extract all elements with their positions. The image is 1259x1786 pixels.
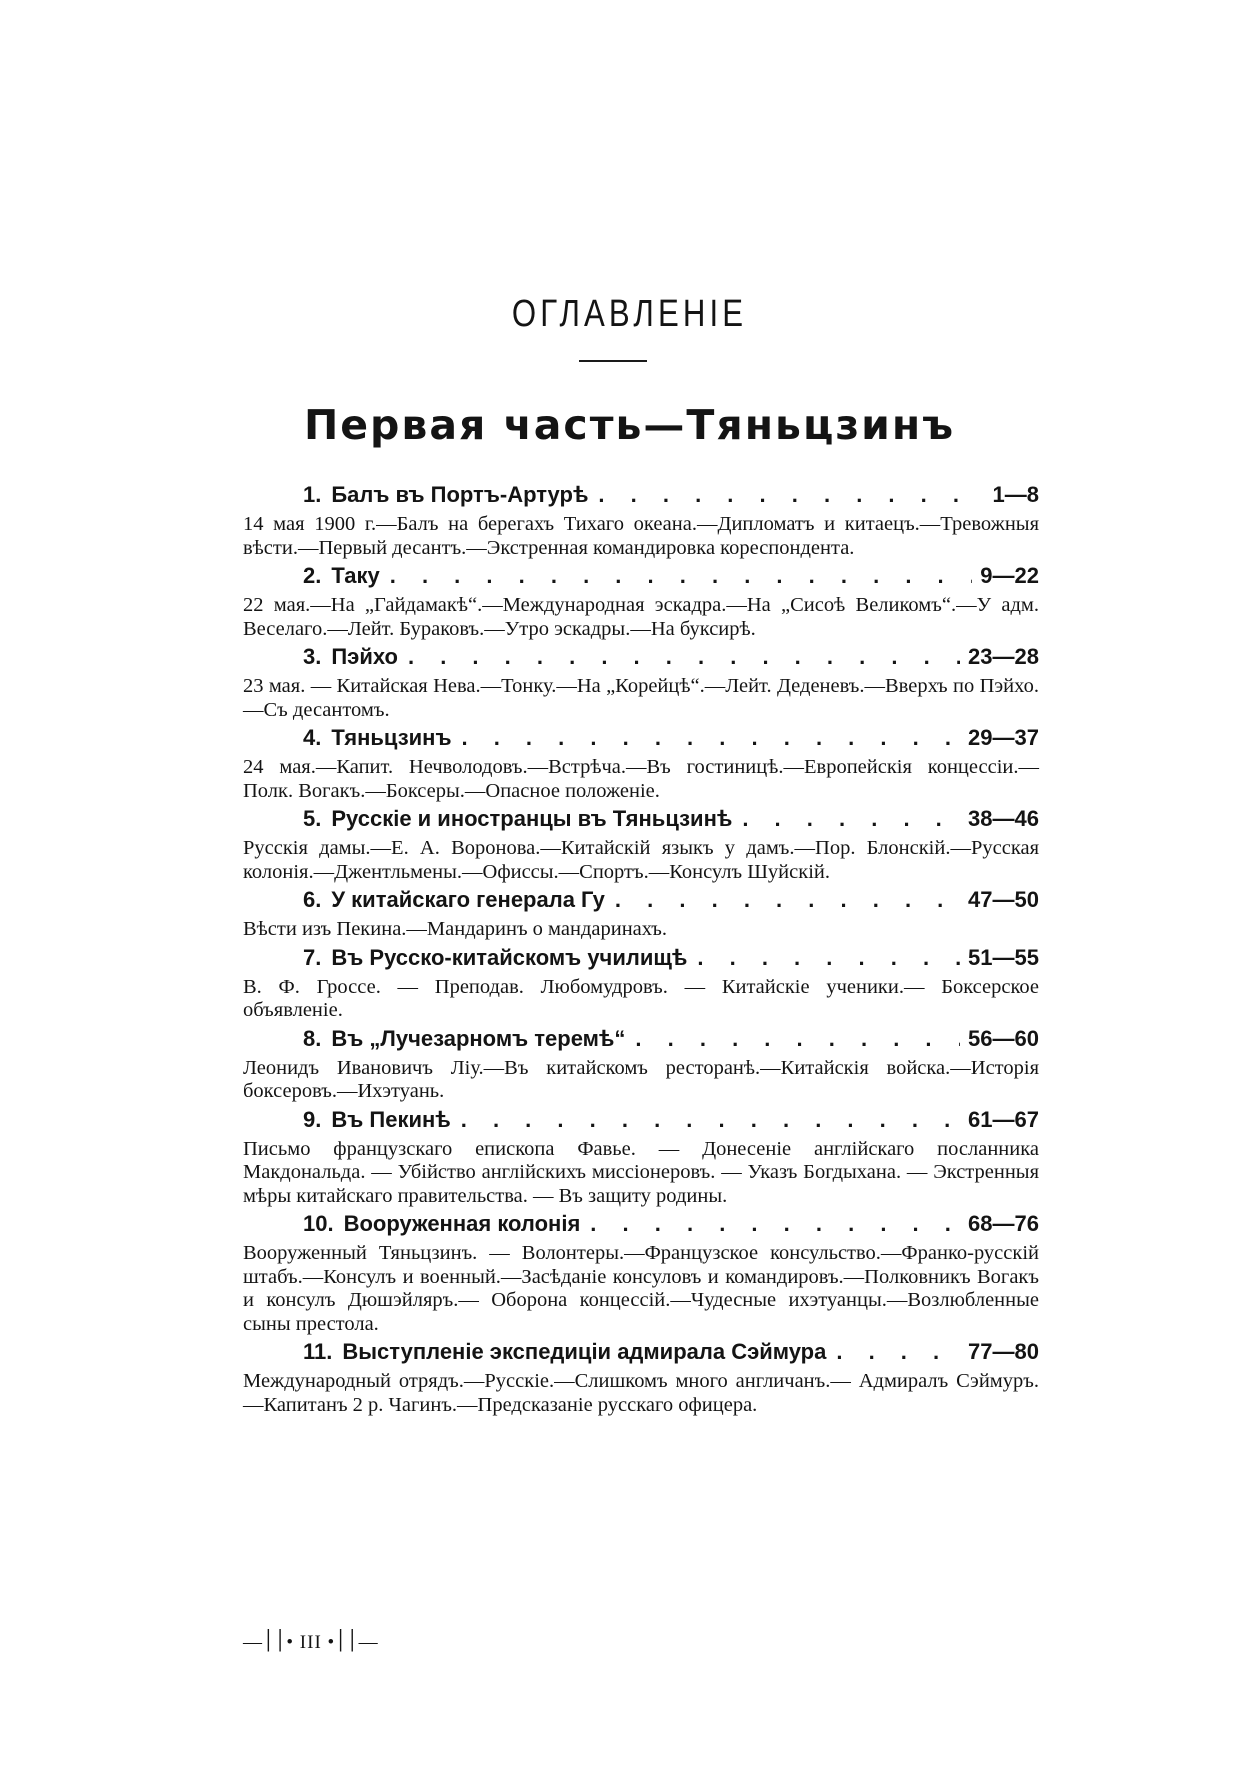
- dot-leader: [408, 644, 960, 670]
- chapter-summary: 22 мая.—На „Гайдамакѣ“.—Международная эскадра.—На „Сисоѣ Великомъ“.—У адм. Веселаго.—Лейт. Бураковъ.—Утро эскадры.—На буксирѣ.: [243, 594, 1039, 640]
- toc-entry-heading: [243, 1026, 1039, 1057]
- toc-entry: [243, 1339, 1039, 1417]
- page-range: 61—67: [968, 1106, 1039, 1132]
- page-range: 29—37: [968, 725, 1039, 750]
- chapter-title: Выступленіе экспедиціи адмирала Сэймура: [342, 1339, 827, 1364]
- toc-entry-heading: [243, 887, 1039, 918]
- chapter-summary: 14 мая 1900 г.—Балъ на берегахъ Тихаго океана.—Дипломатъ и китаецъ.—Тревожныя вѣсти.—Первый десантъ.—Экстренная командировка кореспондента.: [243, 513, 1039, 559]
- dot-leader: [461, 1107, 960, 1133]
- dot-leader: [836, 1339, 960, 1365]
- chapter-summary: Письмо французскаго епископа Фавье. — Донесеніе англійскаго посланника Макдональда. — Убійство англійскихъ миссіонеровъ. — Указъ Богдыхана. — Экстренныя мѣры китайскаго правительства. — Въ защиту родины.: [243, 1137, 1039, 1207]
- toc-entry: [243, 1026, 1039, 1104]
- page-range: 47—50: [968, 887, 1039, 912]
- dot-leader: [461, 725, 960, 751]
- toc-entry-heading: [243, 1339, 1039, 1370]
- toc-entry-heading: [243, 725, 1039, 756]
- chapter-summary: Русскія дамы.—Е. А. Воронова.—Китайскій языкъ у дамъ.—Пор. Блонскій.—Русская колонія.—Джентльмены.—Офиссы.—Спортъ.—Консулъ Шуйскій.: [243, 837, 1039, 883]
- chapter-title: Таку: [331, 563, 380, 588]
- chapter-summary: Вѣсти изъ Пекина.—Мандаринъ о мандаринахъ.: [243, 918, 667, 940]
- page-range: 9—22: [980, 563, 1039, 588]
- chapter-number: 6.: [303, 887, 322, 912]
- page-title: ОГЛАВЛЕНІЕ: [511, 293, 748, 335]
- chapter-summary: Вооруженный Тяньцзинъ. — Волонтеры.—Французское консульство.—Франко-русскій штабъ.—Консулъ и военный.—Засѣданіе консуловъ и командировъ.—Полковникъ Вогакъ и консулъ Дюшэйляръ.— Оборона концессій.—Чудесные ихэтуанцы.—Возлюбленные сыны престола.: [243, 1242, 1039, 1335]
- toc-entry: [243, 887, 1039, 942]
- toc-entry: [243, 482, 1039, 560]
- page-range: 77—80: [968, 1339, 1039, 1364]
- page-range: 38—46: [968, 806, 1039, 831]
- page-range: 1—8: [992, 482, 1039, 507]
- chapter-number: 7.: [303, 944, 322, 970]
- chapter-title: Въ Пекинѣ: [331, 1106, 451, 1132]
- page-range: 56—60: [968, 1025, 1039, 1051]
- toc-entry-heading: [243, 806, 1039, 837]
- chapter-title: Вооруженная колонія: [343, 1211, 581, 1236]
- page-number: —׀׀• III •׀׀—: [243, 1632, 379, 1653]
- chapter-title: Въ „Лучезарномъ теремѣ“: [331, 1025, 626, 1051]
- chapter-number: 4.: [303, 725, 322, 750]
- dot-leader: [635, 1026, 960, 1052]
- chapter-number: 3.: [303, 644, 322, 669]
- toc-entry: [243, 806, 1039, 884]
- chapter-summary: 23 мая. — Китайская Нева.—Тонку.—На „Корейцѣ“.—Лейт. Деденевъ.—Вверхъ по Пэйхо.—Съ десантомъ.: [243, 675, 1039, 721]
- toc-entry-heading: [243, 482, 1039, 513]
- chapter-title: Русскіе и иностранцы въ Тяньцзинѣ: [331, 806, 733, 831]
- dot-leader: [697, 945, 960, 971]
- chapter-number: 2.: [303, 563, 322, 588]
- chapter-summary: Международный отрядъ.—Русскіе.—Слишкомъ много англичанъ.— Адмиралъ Сэймуръ.—Капитанъ 2 р. Чагинъ.—Предсказаніе русскаго офицера.: [243, 1370, 1039, 1416]
- toc-entry: [243, 1107, 1039, 1209]
- chapter-number: 9.: [303, 1106, 322, 1132]
- part-title: Первая часть—Тяньцзинъ: [303, 401, 956, 449]
- chapter-number: 5.: [303, 806, 322, 831]
- chapter-summary: 24 мая.—Капит. Нечволодовъ.—Встрѣча.—Въ гостиницѣ.—Европейскія концессіи.—Полк. Вогакъ.—Боксеры.—Опасное положеніе.: [243, 756, 1039, 802]
- title-divider: [579, 360, 647, 362]
- chapter-title: У китайскаго генерала Гу: [331, 887, 605, 912]
- toc-entry: [243, 563, 1039, 641]
- toc-entry: [243, 945, 1039, 1023]
- dot-leader: [615, 887, 960, 913]
- toc-entry-heading: [243, 644, 1039, 675]
- chapter-summary: Леонидъ Ивановичъ Ліу.—Въ китайскомъ ресторанѣ.—Китайскія войска.—Исторія боксеровъ.—Ихэтуань.: [243, 1056, 1039, 1102]
- toc-entry-heading: [243, 1211, 1039, 1242]
- dot-leader: [742, 806, 960, 832]
- chapter-title: Пэйхо: [331, 644, 398, 669]
- toc-entry: [243, 644, 1039, 722]
- dot-leader: [598, 482, 984, 508]
- page-range: 68—76: [968, 1211, 1039, 1236]
- page-range: 51—55: [968, 944, 1039, 970]
- chapter-title: Тяньцзинъ: [331, 725, 452, 750]
- chapter-number: 8.: [303, 1025, 322, 1051]
- chapter-number: 10.: [303, 1211, 334, 1236]
- chapter-title: Въ Русско-китайскомъ училищѣ: [331, 944, 688, 970]
- toc-entry-heading: [243, 563, 1039, 594]
- chapter-summary: В. Ф. Гроссе. — Преподав. Любомудровъ. — Китайскіе ученики.— Боксерское объявленіе.: [243, 975, 1039, 1021]
- page-range: 23—28: [968, 644, 1039, 669]
- table-of-contents: [243, 482, 1039, 1420]
- toc-entry: [243, 725, 1039, 803]
- dot-leader: [390, 563, 973, 589]
- chapter-number: 11.: [303, 1339, 333, 1364]
- toc-entry-heading: [243, 1107, 1039, 1138]
- toc-entry: [243, 1211, 1039, 1336]
- chapter-number: 1.: [303, 482, 322, 507]
- toc-entry-heading: [243, 945, 1039, 976]
- dot-leader: [590, 1211, 960, 1237]
- chapter-title: Балъ въ Портъ-Артурѣ: [331, 482, 589, 507]
